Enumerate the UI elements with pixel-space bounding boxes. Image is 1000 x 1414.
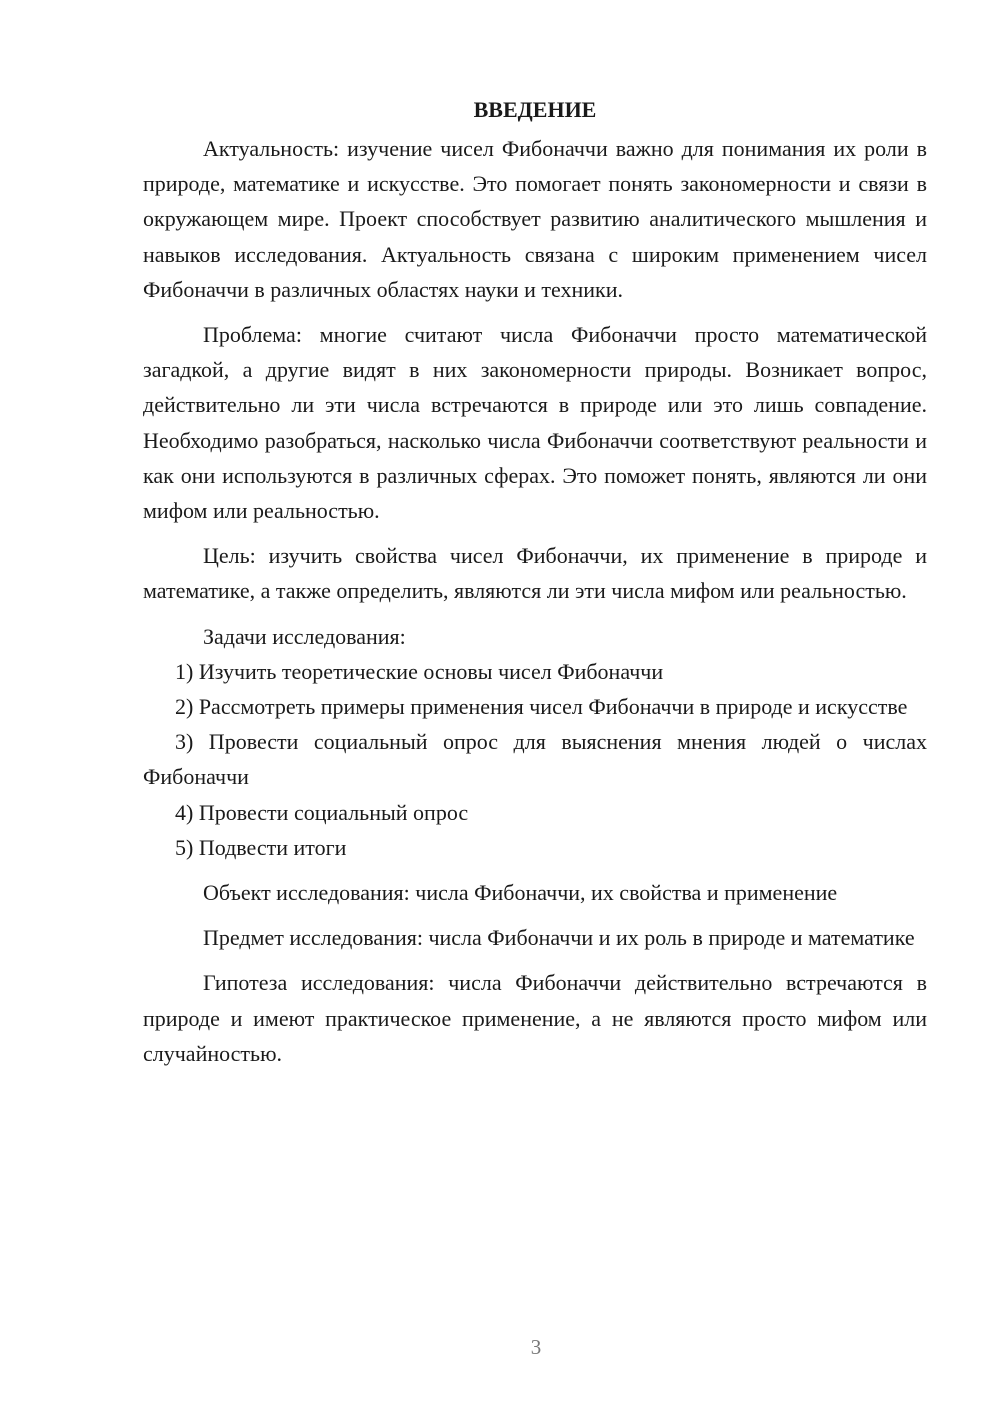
task-item-1: 1) Изучить теоретические основы чисел Фибоначчи <box>175 658 664 684</box>
tasks-title: Задачи исследования: <box>203 623 406 649</box>
subject-paragraph: Предмет исследования: числа Фибоначчи и их роль в природе и математике <box>203 925 915 951</box>
relevance-paragraph: Актуальность: изучение чисел Фибоначчи важно для понимания их роли в природе, математике и искусстве. Это помогает понять закономерности и связи в окружающем мире. Проект способствует развитию аналитического мышления и навыков исследования. Актуальность связана с широким применением чисел Фибоначчи в различных областях науки и техники. <box>143 136 927 302</box>
task-item-3: 3) Провести социальный опрос для выяснения мнения людей о числах Фибоначчи <box>143 729 927 790</box>
hypothesis-paragraph: Гипотеза исследования: числа Фибоначчи действительно встречаются в природе и имеют практическое применение, а не являются просто мифом или случайностью. <box>143 970 927 1066</box>
section-heading: ВВЕДЕНИЕ <box>473 97 597 122</box>
page-number: 3 <box>530 1335 542 1359</box>
task-item-4: 4) Провести социальный опрос <box>175 799 469 825</box>
task-item-2: 2) Рассмотреть примеры применения чисел Фибоначчи в природе и искусстве <box>175 694 908 720</box>
problem-paragraph: Проблема: многие считают числа Фибоначчи просто математической загадкой, а другие видят в них закономерности природы. Возникает вопрос, действительно ли эти числа встречаются в природе или это лишь совпадение. Необходимо разобраться, насколько числа Фибоначчи соответствуют реальности и как они используются в различных сферах. Это поможет понять, являются ли они мифом или реальностью. <box>143 322 927 524</box>
goal-paragraph: Цель: изучить свойства чисел Фибоначчи, их применение в природе и математике, а также определить, являются ли эти числа мифом или реальностью. <box>143 543 927 604</box>
object-paragraph: Объект исследования: числа Фибоначчи, их свойства и применение <box>203 880 838 906</box>
page-content <box>143 92 927 1071</box>
task-item-5: 5) Подвести итоги <box>175 834 347 860</box>
